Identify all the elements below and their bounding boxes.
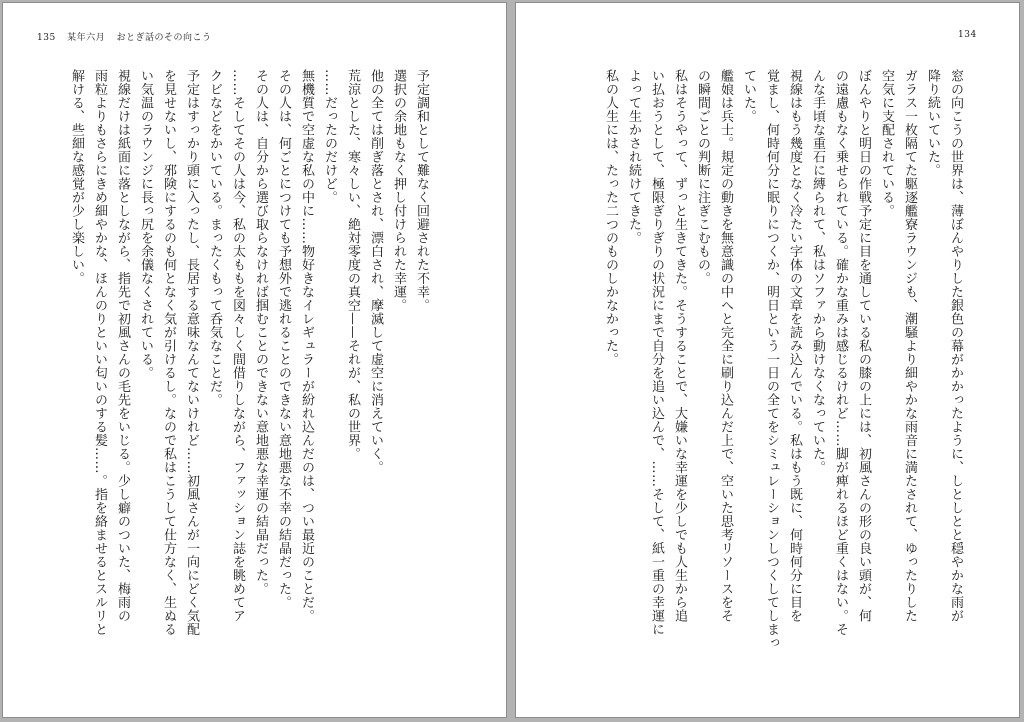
text-line: 解ける、些細な感覚が少し楽しい。 [69, 69, 84, 285]
text-line: 他の全ては削ぎ落とされ、漂白され、摩滅して虚空に消えていく。 [368, 69, 383, 474]
text-line: い払おうとして、極限ぎりぎりの状況にまで自分を追い込んで、……そして、紙一重の幸運に [649, 69, 664, 636]
text-line: その人は、自分から選び取らなければ掴むことのできない意地悪な幸運の結晶だった。 [253, 69, 268, 596]
text-line: 視線だけは紙面に落としながら、指先で初風さんの毛先をいじる。少し癖のついた、梅雨の [115, 69, 130, 623]
text-line: 覚まし、何時何分に眠りにつくか、明日という一日の全てをシミュレーションしつくしてしまっ [764, 69, 779, 650]
left-page [2, 2, 507, 718]
text-line: 選択の余地もなく押し付けられた幸運。 [391, 69, 406, 312]
text-line: 空気に支配されている。 [879, 69, 894, 218]
text-line: 降り続いていた。 [925, 69, 940, 177]
right-page [515, 2, 1020, 718]
text-line: の遠慮もなく乗せられている。確かな重みは感じるけれど……脚が痺れるほど重くはない。そ [833, 69, 848, 636]
text-line: 視線はもう幾度となく冷たい字体の文章を読み込んでいる。私はもう既に、何時何分に目を [787, 69, 802, 623]
text-line: 雨粒よりもさらにきめ細やかな、ほんのりといい匂いのする髪……。指を絡ませるとスルリと [92, 69, 107, 636]
text-line: ……そしてその人は今、私の太ももを図々しく間借りしながら、ファッション誌を眺めてア [230, 69, 245, 623]
text-line: の瞬間ごとの判断に注ぎこむもの。 [695, 69, 710, 285]
text-line: クビなどをかいている。まったくもって呑気なことだ。 [207, 69, 222, 407]
text-line: その人は、何ごとにつけても予想外で逃れることのできない意地悪な不幸の結晶だった。 [276, 69, 291, 609]
running-header [37, 30, 219, 43]
text-line: 無機質で空虚な私の中に……物好きなイレギュラーが紛れ込んだのは、つい最近のことだ。 [299, 69, 314, 623]
text-line: 私はそうやって、ずっと生きてきた。そうすることで、大嫌いな幸運を少しでも人生から追 [672, 69, 687, 623]
text-line: 荒涼とした、寒々しい、絶対零度の真空——それが、私の世界。 [345, 69, 360, 461]
text-line: よって生かされ続けてきた。 [626, 69, 641, 245]
text-line: んな手頃な重石に縛られて、私はソファから動けなくなっていた。 [810, 69, 825, 474]
text-line: 予定調和として難なく回避された不幸。 [414, 69, 429, 312]
text-line: 艦娘は兵士。規定の動きを無意識の中へと完全に刷り込んだ上で、空いた思考リソースをそ [718, 69, 733, 623]
text-line: 私の人生には、たった二つのものしかなかった。 [603, 69, 618, 366]
page-number: 135 [37, 33, 56, 43]
text-line: い気温のラウンジに長っ尻を余儀なくされている。 [138, 69, 153, 380]
text-line: ……だったのだけど。 [322, 69, 337, 204]
text-line: ぼんやりと明日の作戦予定に目を通している私の膝の上には、初風さんの形の良い頭が、何 [856, 69, 871, 623]
header-date: 某年六月 [67, 33, 106, 43]
text-line: 予定はすっかり頭に入ったし、長居する意味なんてないけれど……初風さんが一向にどく気配 [184, 69, 199, 636]
text-line: を見せないし、邪険にするのも何となく気が引けるし。なので私はこうして仕方なく、生ぬる [161, 69, 176, 636]
text-line: ガラス一枚隔てた駆逐艦寮ラウンジも、潮騒より細やかな雨音に満たされて、ゆったりした [902, 69, 917, 623]
page-number: 134 [958, 30, 977, 40]
chapter-title: おとぎ話のその向こう [116, 33, 212, 43]
text-line: 窓の向こうの世界は、薄ぼんやりした銀色の幕がかかったように、しとしとと穏やかな雨が [948, 69, 963, 623]
text-line: ていた。 [741, 69, 756, 123]
